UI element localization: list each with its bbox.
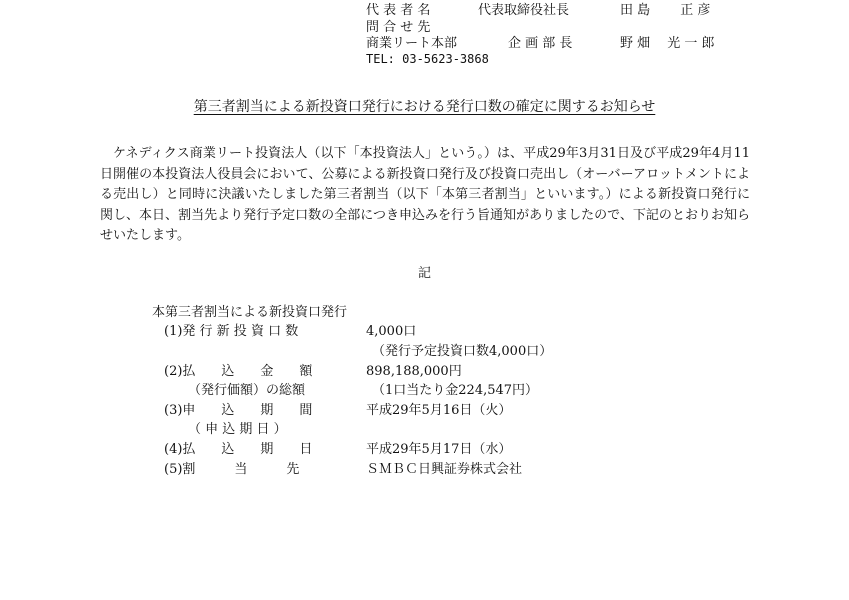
detail-label-1: (1)発 行 新 投 資 口 数 bbox=[164, 324, 299, 339]
detail-sublabel-2: （発行価額）の総額 bbox=[188, 383, 306, 398]
detail-value-4: 平成29年5月17日（水） bbox=[366, 442, 512, 457]
detail-value-1: 4,000口 bbox=[366, 324, 417, 339]
detail-value-2: 898,188,000円 bbox=[366, 364, 462, 379]
detail-label-3: (3)申 込 期 間 bbox=[164, 403, 313, 418]
contact-department: 商業リート本部 bbox=[366, 36, 458, 51]
contact-label: 問 合 せ 先 bbox=[366, 20, 431, 35]
representative-label: 代 表 者 名 bbox=[366, 3, 431, 18]
representative-title: 代表取締役社長 bbox=[478, 3, 570, 18]
document-title: 第三者割当による新投資口発行における発行口数の確定に関するお知らせ bbox=[193, 99, 656, 115]
detail-note-1: （発行予定投資口数4,000口） bbox=[372, 344, 553, 359]
detail-sublabel-3: （ 申 込 期 日 ） bbox=[188, 422, 287, 437]
detail-label-4: (4)払 込 期 日 bbox=[164, 442, 313, 457]
details-section-title: 本第三者割当による新投資口発行 bbox=[152, 305, 348, 320]
contact-name: 野 畑 光 一 郎 bbox=[620, 36, 715, 51]
representative-name: 田 島 正 彦 bbox=[620, 3, 711, 18]
representative-row bbox=[366, 2, 711, 19]
telephone: TEL: 03-5623-3868 bbox=[366, 52, 489, 66]
detail-label-2: (2)払 込 金 額 bbox=[164, 364, 313, 379]
contact-row bbox=[366, 19, 430, 36]
contact-person-row bbox=[366, 35, 715, 52]
body-paragraph: ケネディクス商業リート投資法人（以下「本投資法人」という。）は、平成29年3月31日及び平成29年4月11日開催の本投資法人役員会において、公募による新投資口発行及び投資口売出し（オーバーアロットメントによる売出し）と同時に決議いたしました第三者割当（以下「本第三者割当」といいます。）による新投資口発行に関し、本日、割当先より発行予定口数の全部につき申込みを行う旨通知がありましたので、下記のとおりお知らせいたします。 bbox=[100, 146, 750, 243]
detail-label-5: (5)割 当 先 bbox=[164, 462, 300, 477]
detail-value-3: 平成29年5月16日（火） bbox=[366, 403, 512, 418]
ki-heading: 記 bbox=[417, 266, 431, 281]
detail-value-5: ＳＭＢＣ日興証券株式会社 bbox=[366, 462, 523, 477]
contact-title: 企 画 部 長 bbox=[508, 36, 573, 51]
detail-note-2: （1口当たり金224,547円） bbox=[372, 383, 539, 398]
